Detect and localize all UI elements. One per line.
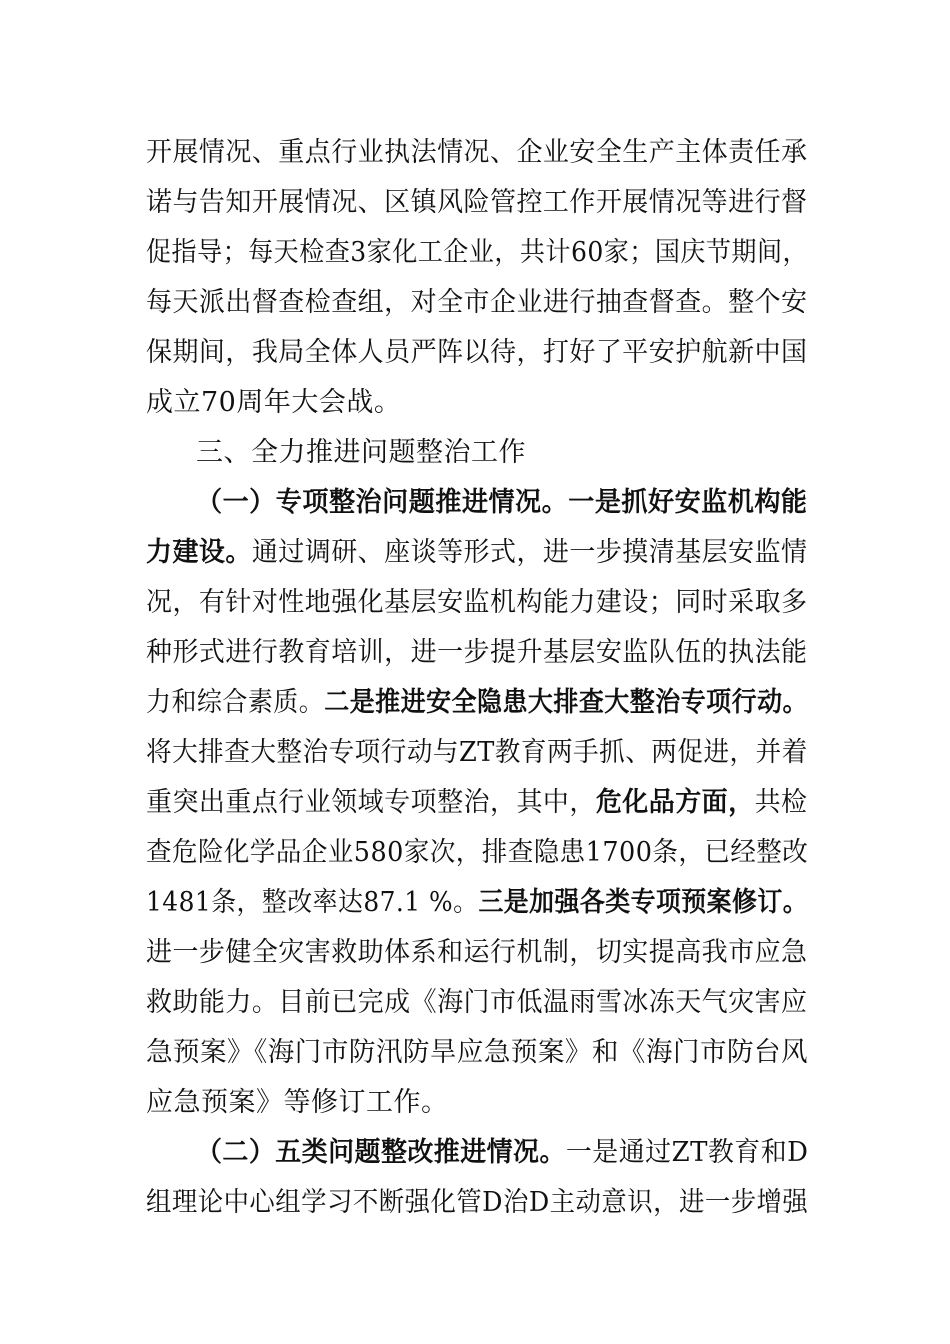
text-run: 况，有针对性地强化基层安监机构能力建设；同时采取多 (146, 587, 808, 618)
text-run: 救助能力。目前已完成《海门市低温雨雪冰冻天气灾害应 (146, 987, 808, 1018)
text-line (146, 1028, 808, 1078)
text-line (146, 378, 401, 428)
text-line (146, 878, 808, 928)
text-run: 组理论中心组学习不断强化管D治D主动意识，进一步增强 (146, 1187, 809, 1218)
text-run: 每天派出督查检查组，对全市企业进行抽查督查。整个安 (146, 287, 808, 318)
section-heading (196, 428, 526, 478)
text-run: 开展情况、重点行业执法情况、企业安全生产主体责任承 (146, 137, 808, 168)
text-run: 成立70周年大会战。 (146, 387, 402, 418)
text-line (146, 778, 808, 828)
text-line (146, 228, 808, 278)
text-run: 查危险化学品企业580家次，排查隐患1700条，已经整改 (146, 837, 809, 868)
text-line (146, 628, 808, 678)
text-line (146, 728, 808, 778)
text-line (146, 1078, 449, 1128)
bold-text-run: 二是推进安全隐患大排查大整治专项行动。 (324, 687, 808, 718)
text-line (146, 928, 808, 978)
text-run: 应急预案》等修订工作。 (146, 1087, 449, 1118)
bold-text-run: 危化品方面， (595, 787, 755, 818)
text-run: 促指导；每天检查3家化工企业，共计60家；国庆节期间， (146, 237, 809, 268)
subsection-heading (196, 1128, 808, 1178)
text-run: 种形式进行教育培训，进一步提升基层安监队伍的执法能 (146, 637, 808, 668)
bold-text-run: 三是加强各类专项预案修订。 (478, 887, 809, 918)
text-run: 保期间，我局全体人员严阵以待，打好了平安护航新中国 (146, 337, 808, 368)
text-run: 进一步健全灾害救助体系和运行机制，切实提高我市应急 (146, 937, 808, 968)
text-line (146, 978, 808, 1028)
bold-text-run: （二）五类问题整改推进情况。 (196, 1137, 566, 1168)
text-run: 将大排查大整治专项行动与ZT教育两手抓、两促进，并着 (146, 737, 808, 768)
text-run: 通过调研、座谈等形式，进一步摸清基层安监情 (251, 537, 808, 568)
text-line (146, 1178, 808, 1228)
text-run: 力和综合素质。 (146, 687, 325, 718)
text-run: 重突出重点行业领域专项整治，其中， (146, 787, 596, 818)
text-run: 一是通过ZT教育和D (565, 1137, 809, 1168)
text-line (146, 678, 808, 728)
text-run: 三、全力推进问题整治工作 (196, 437, 526, 468)
text-line (146, 128, 808, 178)
text-line (146, 278, 808, 328)
text-run: 1481条，整改率达87.1 %。 (146, 887, 479, 918)
text-line (146, 528, 808, 578)
text-line (146, 828, 808, 878)
text-line (146, 178, 808, 228)
text-line (146, 578, 808, 628)
text-run: 诺与告知开展情况、区镇风险管控工作开展情况等进行督 (146, 187, 808, 218)
text-run: 共检 (754, 787, 808, 818)
bold-text-run: 力建设。 (146, 537, 252, 568)
text-run: 急预案》《海门市防汛防旱应急预案》和《海门市防台风 (146, 1037, 808, 1068)
bold-text-run: （一）专项整治问题推进情况。一是抓好安监机构能 (196, 487, 808, 518)
text-line (146, 328, 808, 378)
subsection-heading (196, 478, 808, 528)
